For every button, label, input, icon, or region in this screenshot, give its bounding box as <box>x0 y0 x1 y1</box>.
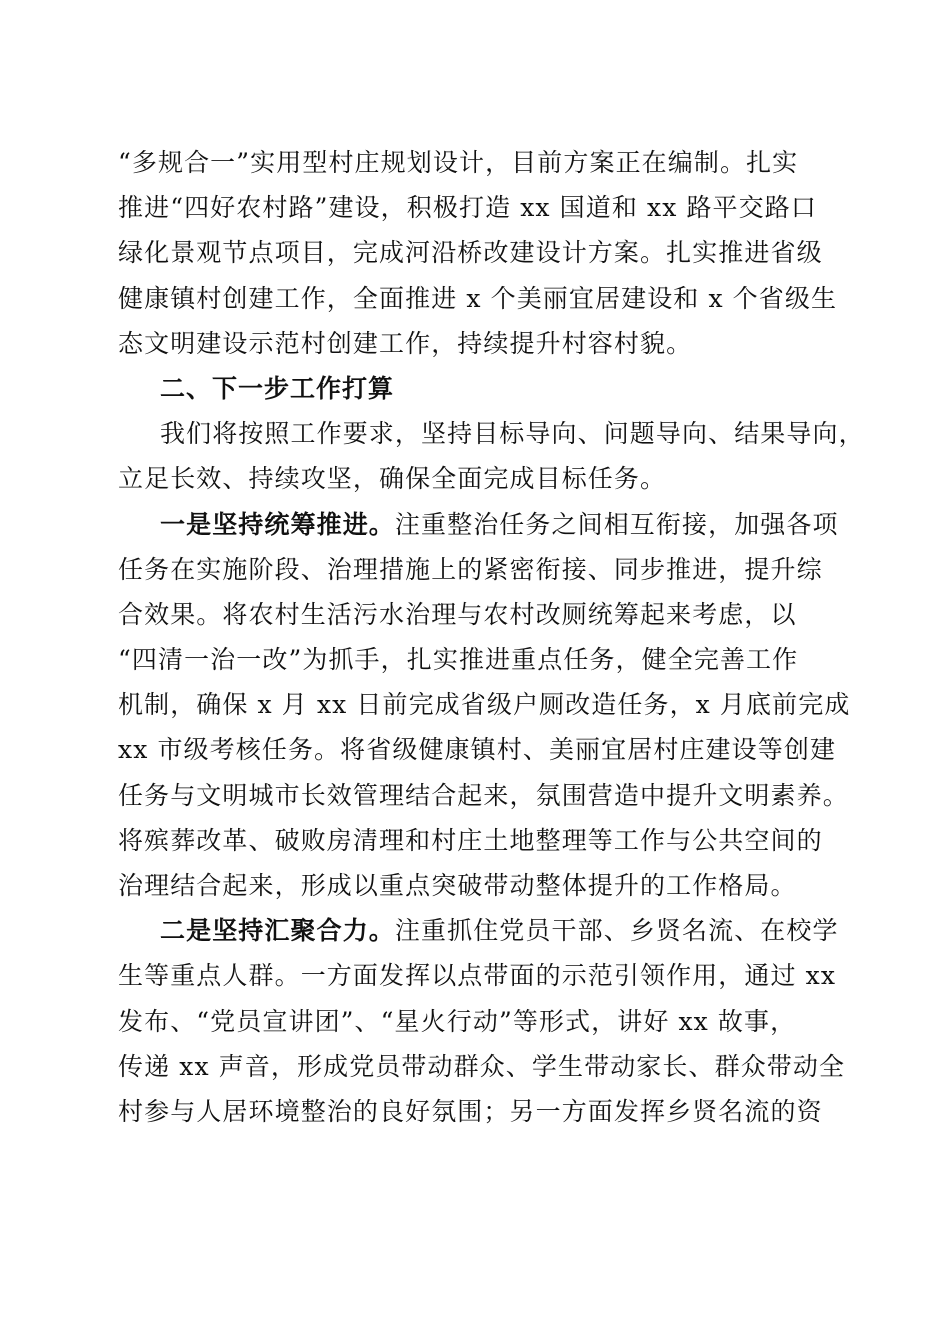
body-line: 机制，确保 x 月 xx 日前完成省级户厕改造任务，x 月底前完成 <box>118 690 851 720</box>
body-line: 任务与文明城市长效管理结合起来，氛围营造中提升文明素养。 <box>118 780 849 810</box>
body-line: “四清一治一改”为抓手，扎实推进重点任务，健全完善工作 <box>118 645 799 675</box>
body-line: 村参与人居环境整治的良好氛围；另一方面发挥乡贤名流的资 <box>118 1096 823 1126</box>
body-text: 注重抓住党员干部、乡贤名流、在校学 <box>394 916 839 946</box>
section-heading: 二、下一步工作打算 <box>160 373 395 403</box>
body-line: 我们将按照工作要求，坚持目标导向、问题导向、结果导向， <box>160 419 865 449</box>
paragraph-first-line <box>118 502 838 547</box>
body-line: 任务在实施阶段、治理措施上的紧密衔接、同步推进，提升综 <box>118 554 823 584</box>
body-text: 注重整治任务之间相互衔接，加强各项 <box>394 509 839 539</box>
paragraph-first-line <box>118 908 838 953</box>
paragraph-lead-1: 一是坚持统筹推进。 <box>160 509 395 539</box>
body-line: 态文明建设示范村创建工作，持续提升村容村貌。 <box>118 328 693 358</box>
body-line: 生等重点人群。一方面发挥以点带面的示范引领作用，通过 xx <box>118 961 837 991</box>
body-line: 发布、“党员宣讲团”、“星火行动”等形式，讲好 xx 故事， <box>118 1006 797 1036</box>
body-line: “多规合一”实用型村庄规划设计，目前方案正在编制。扎实 <box>118 148 799 177</box>
body-line: 传递 xx 声音，形成党员带动群众、学生带动家长、群众带动全 <box>118 1051 846 1081</box>
body-line: 健康镇村创建工作，全面推进 x 个美丽宜居建设和 x 个省级生 <box>118 283 838 313</box>
body-line: 将殡葬改革、破败房清理和村庄土地整理等工作与公共空间的 <box>118 825 823 855</box>
body-line: 合效果。将农村生活污水治理与农村改厕统筹起来考虑，以 <box>118 599 797 629</box>
body-line: 推进“四好农村路”建设，积极打造 xx 国道和 xx 路平交路口 <box>118 193 817 223</box>
body-line: 绿化景观节点项目，完成河沿桥改建设计方案。扎实推进省级 <box>118 238 823 268</box>
document-body <box>118 140 865 1134</box>
body-line: xx 市级考核任务。将省级健康镇村、美丽宜居村庄建设等创建 <box>118 735 837 765</box>
paragraph-lead-2: 二是坚持汇聚合力。 <box>160 916 395 946</box>
body-line: 立足长效、持续攻坚，确保全面完成目标任务。 <box>118 464 667 494</box>
body-line: 治理结合起来，形成以重点突破带动整体提升的工作格局。 <box>118 871 797 900</box>
